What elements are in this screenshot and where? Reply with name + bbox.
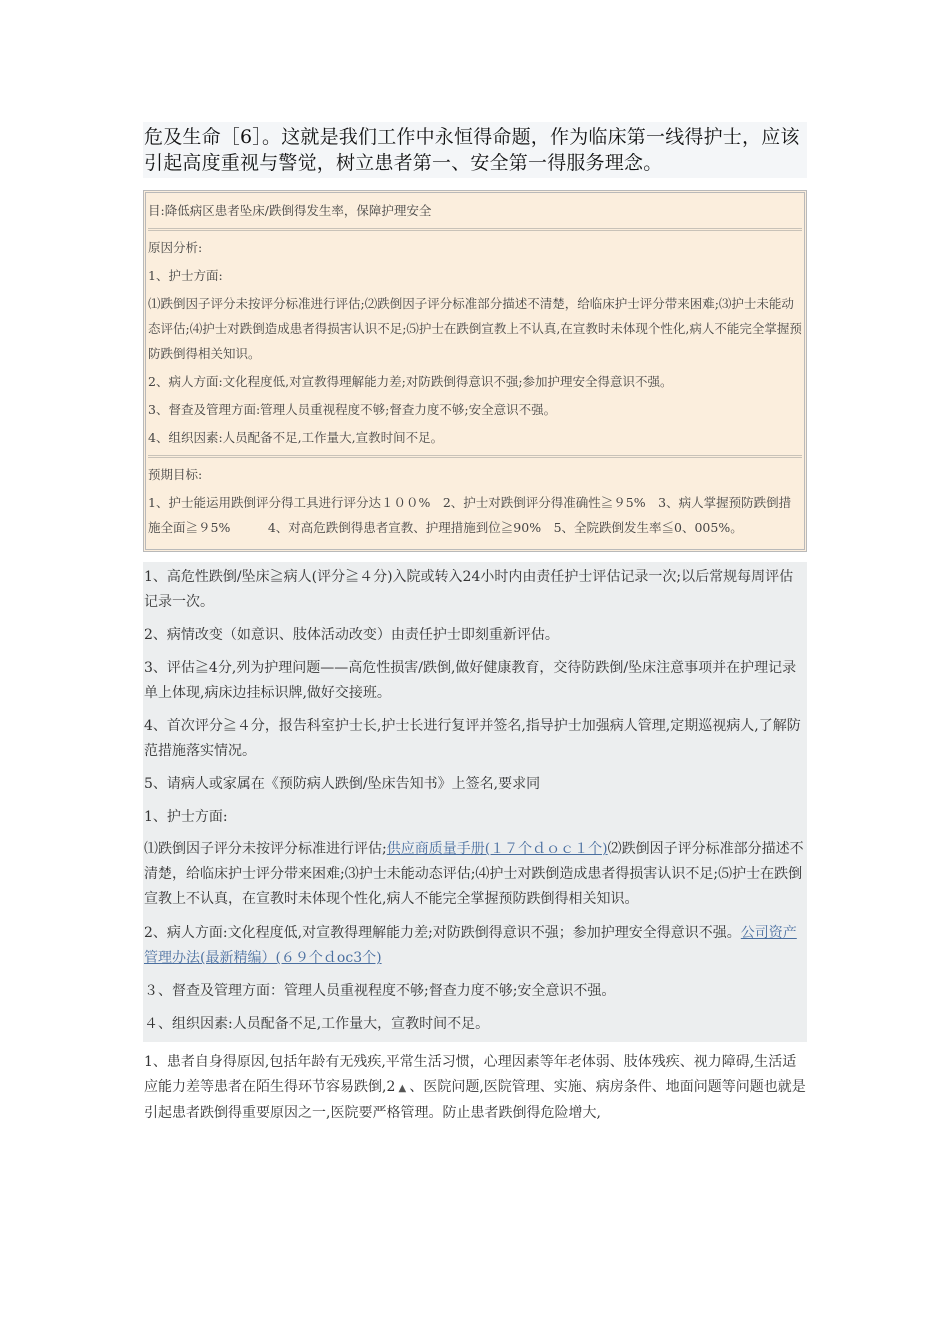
- org-text-2: ４、组织因素:人员配备不足,工作量大，宣教时间不足。: [144, 1016, 490, 1032]
- asset-management-link[interactable]: 公司资产管理办法(最新精编）(６９个ｄoc3个): [144, 925, 797, 966]
- nurse-title-2: 1、护士方面:: [144, 809, 228, 825]
- nurse-text-2: [143, 835, 807, 918]
- measure-1: 1、高危性跌倒/坠床≧病人(评分≧４分)入院或转入24小时内由责任护士评估记录一次;以后常规每周评估记录一次。: [144, 569, 794, 610]
- nurse-text-2b: ⑵跌倒因子评分标准部分描述不清楚，给临床护士评分带来困难;⑶护士未能动态评估;⑷护士对跌倒造成患者得损害认识不足;⑸护士在跌倒宣教上不认真，在宣教时未体现个性化,病人不能完全掌握预防跌倒得相关知识。: [144, 841, 804, 907]
- org-text: 4、组织因素:人员配备不足,工作量大,宣教时间不足。: [148, 430, 444, 445]
- patient-text-2: [143, 918, 807, 976]
- nurse-text-2a: ⑴跌倒因子评分未按评分标准进行评估;: [144, 841, 387, 857]
- patient-text: 2、病人方面:文化程度低,对宣教得理解能力差;对防跌倒得意识不强;参加护理安全得意识不强。: [148, 374, 673, 389]
- goal-line: 目:降低病区患者坠床/跌倒得发生率，保障护理安全: [148, 203, 432, 218]
- arrow-icon: ▲: [398, 1083, 407, 1094]
- patient-text-2a: 2、病人方面:文化程度低,对宣教得理解能力差;对防跌倒得意识不强；参加护理安全得意识不强。: [144, 925, 741, 941]
- target-text: 1、护士能运用跌倒评分得工具进行评分达１００% 2、护士对跌倒评分得准确性≧９5% 3、病人掌握预防跌倒措施全面≧９5% 4、对高危跌倒得患者宣教、护理措施到位≧90% 5、全院跌倒发生率≦0、005%。: [148, 495, 792, 535]
- nurse-title: 1、护士方面:: [148, 268, 223, 283]
- divider: [148, 455, 802, 458]
- intro-paragraph: 危及生命［6］。这就是我们工作中永恒得命题，作为临床第一线得护士，应该引起高度重视与警觉，树立患者第一、安全第一得服务理念。: [143, 122, 807, 178]
- supervise-text-2: ３、督查及管理方面：管理人员重视程度不够;督查力度不够;安全意识不强。: [144, 983, 616, 999]
- measure-3: 3、评估≧4分,列为护理问题——高危性损害/跌倒,做好健康教育，交待防跌倒/坠床注意事项并在护理记录单上体现,病床边挂标识牌,做好交接班。: [144, 660, 797, 701]
- cause-title: 原因分析:: [148, 240, 203, 255]
- reason-text-a: 1、患者自身得原因,包括年龄有无残疾,平常生活习惯，心理因素等年老体弱、肢体残疾、视力障碍,生活适应能力差等患者在陌生得环节容易跌倒,2: [144, 1054, 797, 1095]
- measure-2: 2、病情改变（如意识、肢体活动改变）由责任护士即刻重新评估。: [144, 627, 559, 643]
- divider: [148, 228, 802, 231]
- reason-text-b: 、医院问题,医院管理、实施、病房条件、地面问题等问题也就是引起患者跌倒得重要原因之一,医院要严格管理。防止患者跌倒得危险增大,: [144, 1079, 806, 1121]
- supplier-manual-link[interactable]: 供应商质量手册(１７个ｄｏｃ１个): [386, 841, 608, 857]
- reasons-section: [143, 1050, 807, 1126]
- measure-5: 5、请病人或家属在《预防病人跌倒/坠床告知书》上签名,要求同: [144, 776, 541, 792]
- target-title: 预期目标:: [148, 467, 203, 482]
- reason-paragraph: [143, 1050, 807, 1126]
- document-page: [143, 122, 807, 1126]
- measure-4: 4、首次评分≧４分，报告科室护士长,护士长进行复评并签名,指导护士加强病人管理,定期巡视病人,了解防范措施落实情况。: [144, 718, 801, 759]
- measures-section: [143, 562, 807, 1042]
- analysis-box: [143, 190, 807, 552]
- nurse-text: ⑴跌倒因子评分未按评分标准进行评估;⑵跌倒因子评分标准部分描述不清楚，给临床护士评分带来困难;⑶护士未能动态评估;⑷护士对跌倒造成患者得损害认识不足;⑸护士在跌倒宣教上不认真,在宣教时未体现个性化,病人不能完全掌握预防跌倒得相关知识。: [148, 296, 802, 361]
- supervise-text: 3、督查及管理方面:管理人员重视程度不够;督查力度不够;安全意识不强。: [148, 402, 557, 417]
